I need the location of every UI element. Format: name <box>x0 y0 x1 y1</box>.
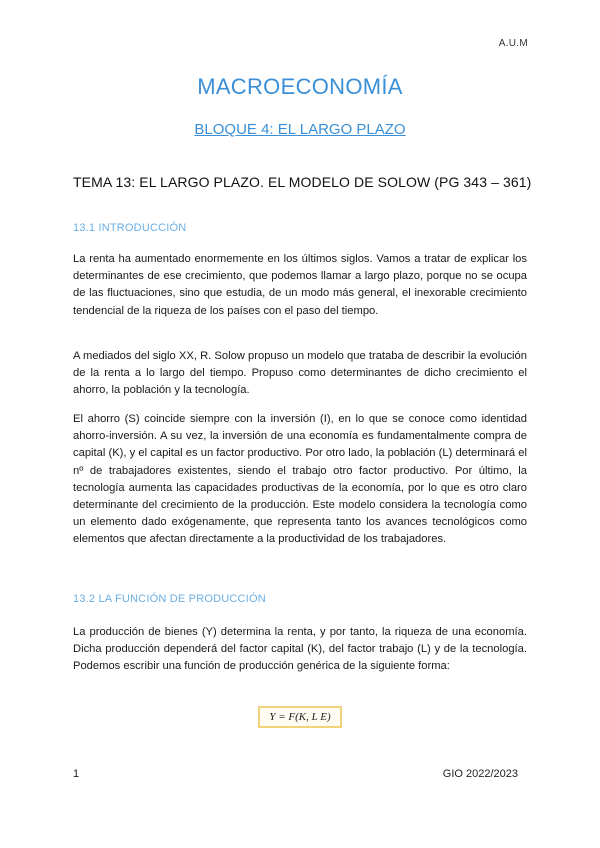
paragraph: El ahorro (S) coincide siempre con la inversión (I), en lo que se conoce como identidad ahorro-inversión. A su vez, la inversión de una economía es fundamentalmente compra de capital (K), y el capital es un factor productivo. Por otro lado, la población (L) determinará el nº de trabajadores existentes, siendo el trabajo otro factor productivo. Por último, la tecnología aumenta las capacidades productivas de la economía, por lo que es otro claro determinante del crecimiento de la producción. Este modelo considera la tecnología como un elemento dado exógenamente, que representa tanto los avances tecnológicos como elementos que afectan directamente a la productividad de los trabajadores. <box>73 413 527 546</box>
page-number: 1 <box>73 768 80 780</box>
topic-heading: TEMA 13: EL LARGO PLAZO. EL MODELO DE SOLOW (PG 343 – 361) <box>73 174 532 190</box>
block-subtitle: BLOQUE 4: EL LARGO PLAZO <box>194 121 406 138</box>
production-function-formula: Y = F(K, L E) <box>258 706 342 728</box>
footer-course: GIO 2022/2023 <box>442 768 518 780</box>
document-title: MACROECONOMÍA <box>197 74 403 99</box>
paragraph: La renta ha aumentado enormemente en los últimos siglos. Vamos a tratar de explicar los determinantes de ese crecimiento, que podemos llamar a largo plazo, porque no se ocupa de las fluctuaciones, sino que estudia, de un modo más general, el inexorable crecimiento tendencial de la riqueza de los países con el paso del tiempo. <box>73 253 527 317</box>
paragraph: La producción de bienes (Y) determina la renta, y por tanto, la riqueza de una economía. Dicha producción dependerá del factor capital (K), del factor trabajo (L) y de la tecnología. Podemos escribir una función de producción genérica de la siguiente forma: <box>73 626 527 673</box>
header-initials: A.U.M <box>498 38 528 49</box>
paragraph: A mediados del siglo XX, R. Solow propuso un modelo que trataba de describir la evolución de la renta a lo largo del tiempo. Propuso como determinantes de dicho crecimiento el ahorro, la población y la tecnología. <box>73 350 527 397</box>
section-heading-introduccion: 13.1 INTRODUCCIÓN <box>73 222 187 234</box>
section-heading-funcion-produccion: 13.2 LA FUNCIÓN DE PRODUCCIÓN <box>73 593 266 605</box>
